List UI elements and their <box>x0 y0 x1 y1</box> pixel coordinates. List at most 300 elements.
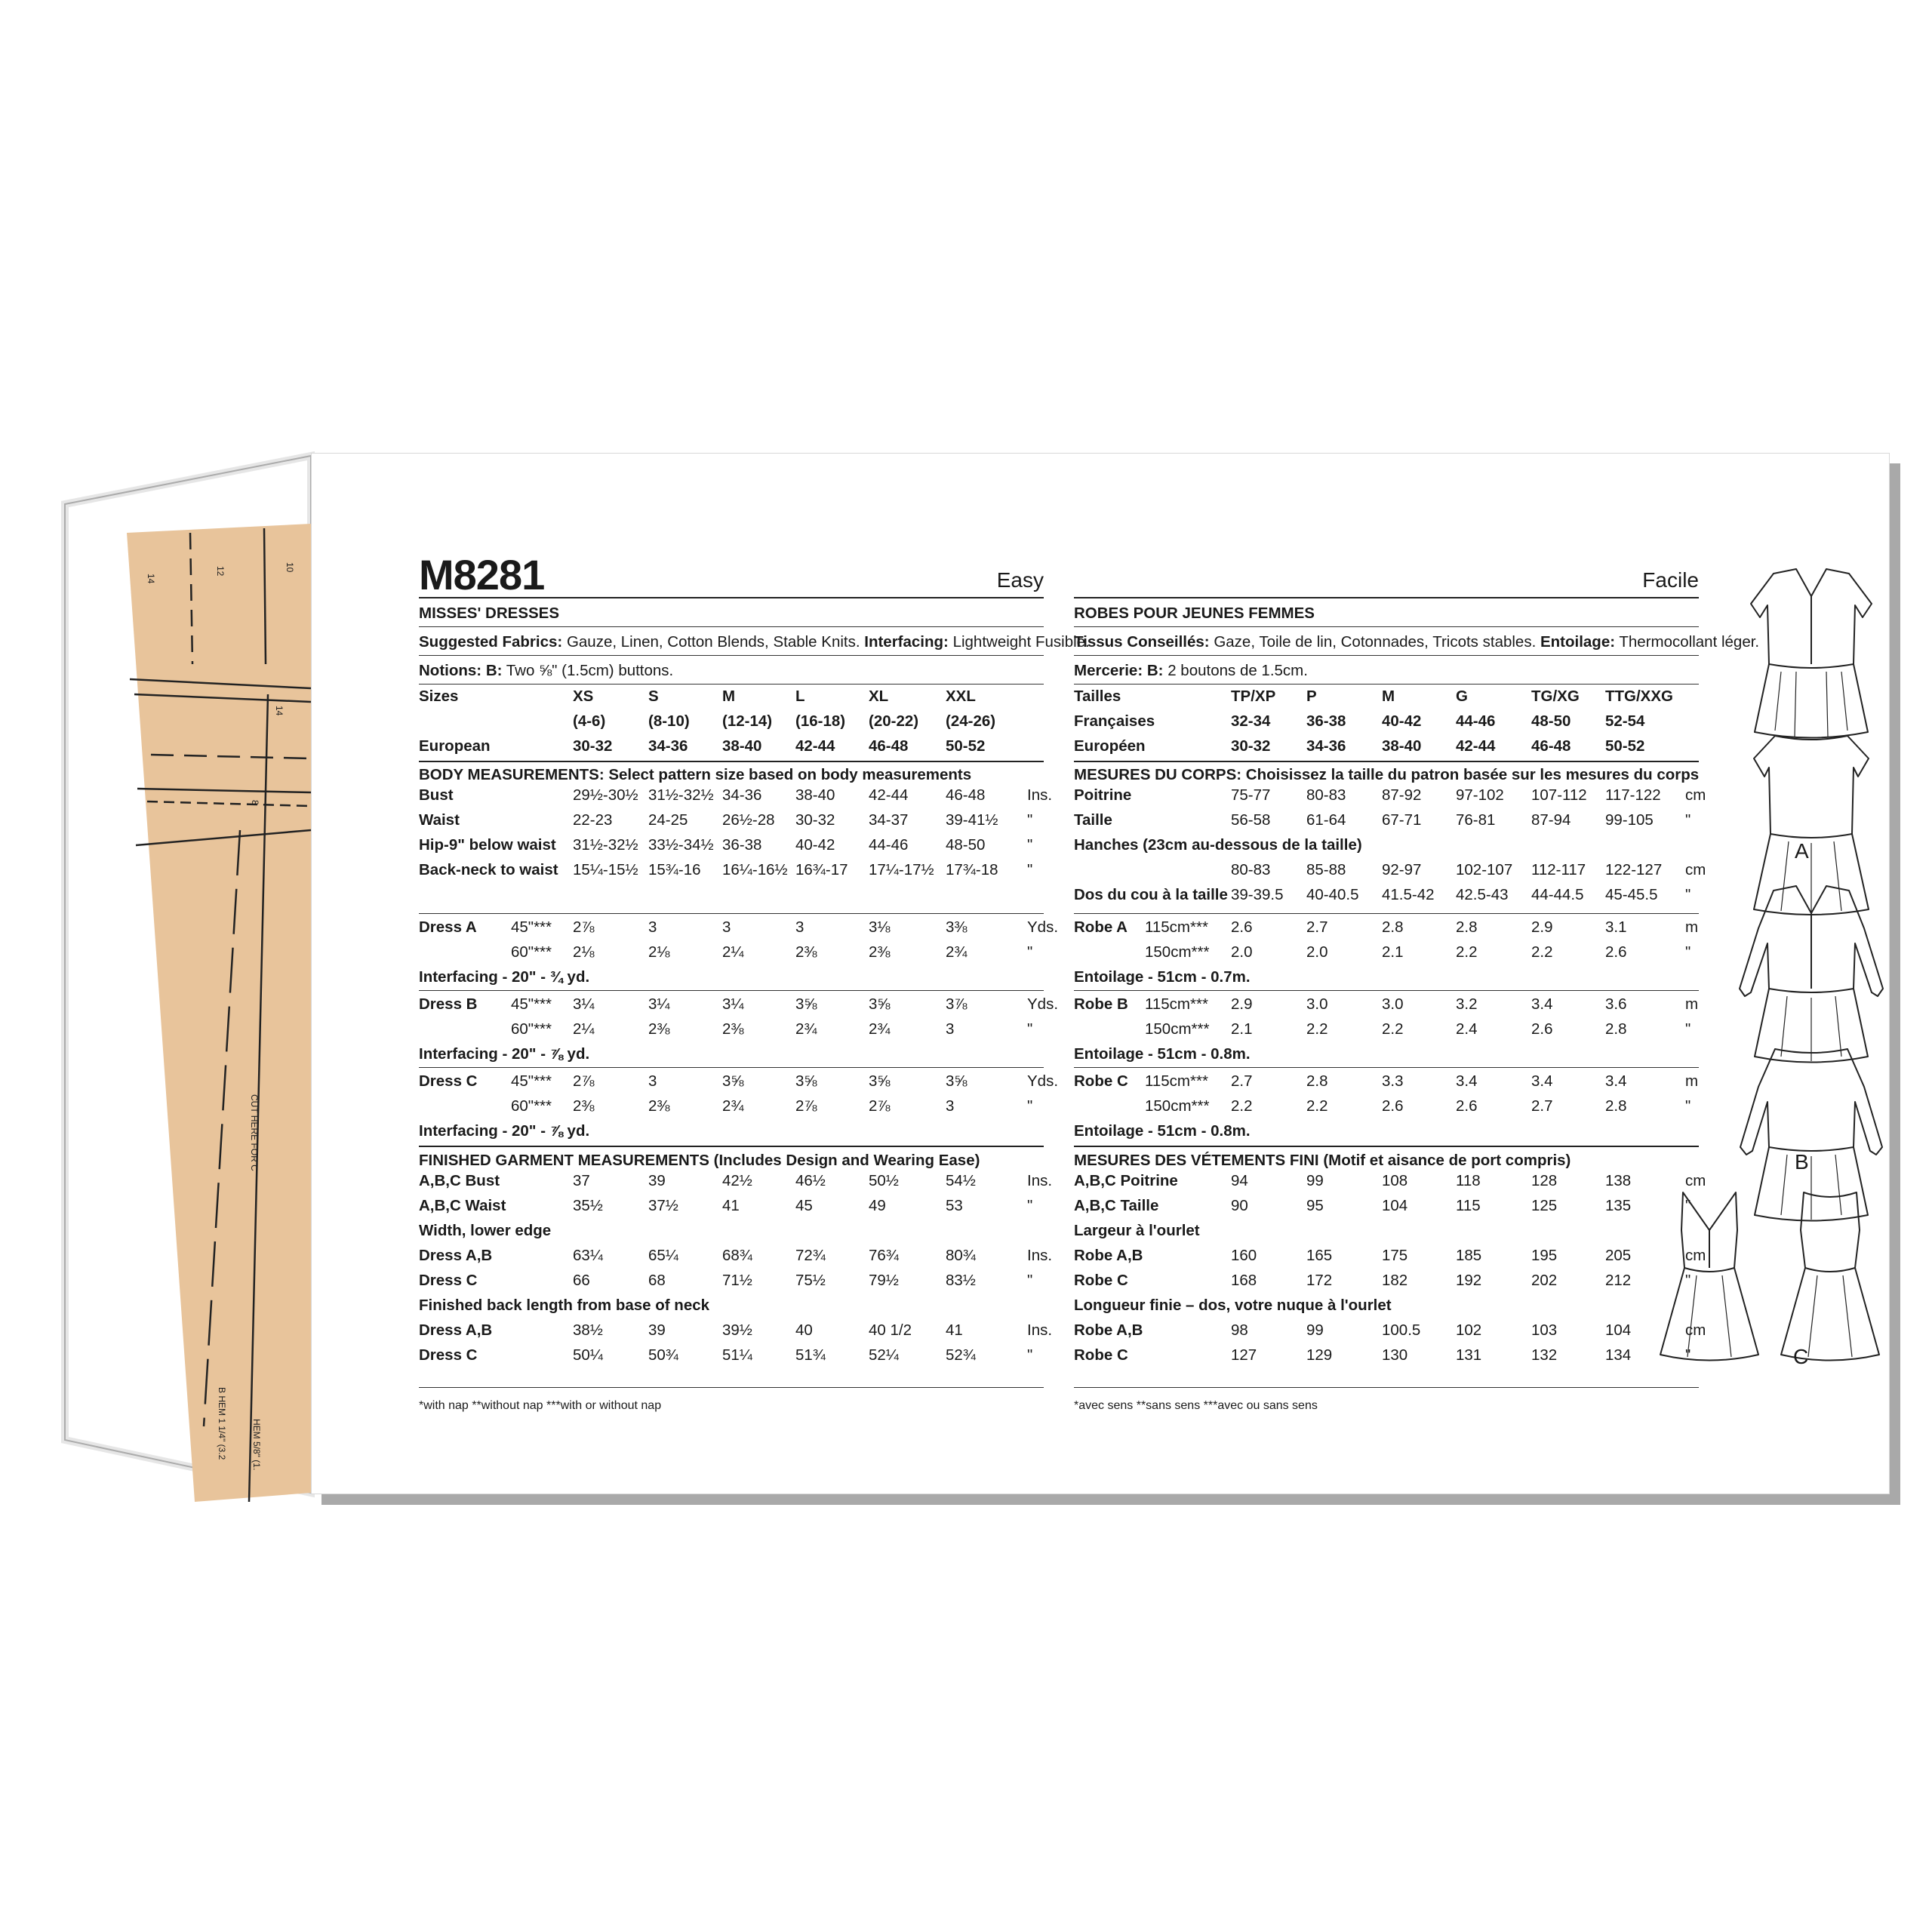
us-size: (24-26) <box>946 712 996 730</box>
fabric-width: 45"*** <box>511 918 552 936</box>
fr-size: 48-50 <box>1531 712 1571 730</box>
cell-value: 80-83 <box>1231 861 1271 878</box>
row-label: Width, lower edge <box>419 1222 552 1239</box>
cell-value: 44-46 <box>869 836 909 854</box>
row-label: Robe C <box>1074 1346 1128 1364</box>
cell-value: 17¼-17½ <box>869 861 934 878</box>
body-heading: MESURES DU CORPS: Choisissez la taille du patron basée sur les mesures du corps <box>1074 766 1700 783</box>
cell-value: 2.7 <box>1306 918 1328 936</box>
divider <box>419 655 1044 656</box>
unit-label: Ins. <box>1027 1172 1053 1189</box>
cell-value: 22-23 <box>573 811 613 829</box>
unit-label: Yds. <box>1027 1072 1059 1090</box>
cell-value: 135 <box>1605 1197 1632 1214</box>
cell-value: 33½-34½ <box>648 836 714 854</box>
tissue-number: 14 <box>146 574 156 584</box>
fabric-width: 150cm*** <box>1145 1097 1210 1115</box>
cell-value: 40 1/2 <box>869 1321 912 1339</box>
cell-value: 3⅝ <box>869 995 891 1013</box>
body-measurements-table <box>1074 783 1706 908</box>
divider <box>1074 597 1699 598</box>
cell-value: 37 <box>573 1172 590 1189</box>
cell-value: 3⅝ <box>795 1072 817 1090</box>
hem-label: HEM 5/8" (1. <box>251 1419 262 1471</box>
cell-value: 2¾ <box>722 1097 744 1115</box>
cell-value: 103 <box>1531 1321 1558 1339</box>
b-hem-label: B HEM 1 1/4" (3.2 <box>217 1387 227 1460</box>
finished-row <box>1074 1219 1699 1244</box>
fabric-width: 115cm*** <box>1145 1072 1208 1090</box>
cell-value: 2.7 <box>1531 1097 1553 1115</box>
size-name: P <box>1306 688 1317 705</box>
cell-value: 44-44.5 <box>1531 886 1584 903</box>
finished-measurements-table <box>1074 1169 1706 1368</box>
cell-value: 2⅜ <box>869 943 891 961</box>
cell-value: 3¼ <box>648 995 670 1013</box>
cell-value: 108 <box>1382 1172 1408 1189</box>
cell-value: 87-94 <box>1531 811 1571 829</box>
body-row <box>1074 808 1699 833</box>
finished-row <box>1074 1169 1706 1194</box>
row-label: Dress C <box>419 1272 478 1289</box>
cell-value: 3 <box>722 918 731 936</box>
cell-value: 3⅝ <box>946 1072 968 1090</box>
fabric-width: 150cm*** <box>1145 1020 1210 1038</box>
notions-line: Mercerie: B: 2 boutons de 1.5cm. <box>1074 662 1308 679</box>
size-name: G <box>1456 688 1468 705</box>
cell-value: 37½ <box>648 1197 678 1214</box>
cell-value: 68 <box>648 1272 666 1289</box>
fabric-width: 150cm*** <box>1145 943 1210 961</box>
cell-value: 42.5-43 <box>1456 886 1509 903</box>
fabrics-line: Tissus Conseillés: Gaze, Toile de lin, Cotonnades, Tricots stables. Entoilage: Thermocollant léger. <box>1074 633 1760 651</box>
fabric-width: 115cm*** <box>1145 995 1208 1013</box>
view-label: Robe B <box>1074 995 1128 1013</box>
cell-value: 212 <box>1605 1272 1632 1289</box>
row-label: Hip-9" below waist <box>419 836 556 854</box>
cell-value: 39 <box>648 1172 666 1189</box>
cell-value: 15¼-15½ <box>573 861 638 878</box>
size-name: S <box>648 688 659 705</box>
cell-value: 38½ <box>573 1321 603 1339</box>
finished-heading: MESURES DES VÉTEMENTS FINI (Motif et aisance de port compris) <box>1074 1152 1571 1169</box>
view-label: Robe C <box>1074 1072 1128 1090</box>
finished-row <box>419 1194 1044 1219</box>
cell-value: 3.4 <box>1531 995 1553 1013</box>
divider <box>419 913 1044 914</box>
cell-value: 36-38 <box>722 836 762 854</box>
cell-value: 2.8 <box>1605 1097 1627 1115</box>
cell-value: 2¼ <box>722 943 744 961</box>
us-size: (20-22) <box>869 712 919 730</box>
finished-row <box>419 1343 1044 1368</box>
european-size: 38-40 <box>1382 737 1422 755</box>
pattern-number: M8281 <box>419 551 545 598</box>
fr-size: 40-42 <box>1382 712 1422 730</box>
footnote: *avec sens **sans sens ***avec ou sans sens <box>1074 1399 1318 1412</box>
cell-value: 76¾ <box>869 1247 899 1264</box>
cell-value: 3.4 <box>1456 1072 1478 1090</box>
cell-value: 54½ <box>946 1172 976 1189</box>
unit-label: " <box>1027 1197 1033 1214</box>
european-size: 50-52 <box>946 737 986 755</box>
interfacing-row <box>1074 1119 1699 1144</box>
view-letter-b: B <box>1795 1150 1809 1174</box>
size-row <box>1074 685 1699 709</box>
body-row <box>1074 833 1699 858</box>
fr-size: 36-38 <box>1306 712 1346 730</box>
cell-value: 50¼ <box>573 1346 603 1364</box>
cell-value: 56-58 <box>1231 811 1271 829</box>
cell-value: 2¾ <box>946 943 968 961</box>
cell-value: 34-37 <box>869 811 909 829</box>
cell-value: 3⅝ <box>795 995 817 1013</box>
yardage-row <box>419 992 1059 1017</box>
cell-value: 39½ <box>722 1321 752 1339</box>
cell-value: 3⅛ <box>869 918 891 936</box>
finished-row <box>1074 1244 1706 1269</box>
european-size: 46-48 <box>869 737 909 755</box>
cell-value: 3.1 <box>1605 918 1627 936</box>
yardage-row <box>1074 1017 1699 1042</box>
cell-value: 2.0 <box>1231 943 1253 961</box>
row-label: Longueur finie – dos, votre nuque à l'ourlet <box>1074 1297 1392 1314</box>
cell-value: 107-112 <box>1531 786 1587 804</box>
divider <box>419 1146 1044 1147</box>
cell-value: 2⅞ <box>869 1097 891 1115</box>
interfacing-row <box>1074 965 1699 990</box>
cell-value: 2.4 <box>1456 1020 1478 1038</box>
divider <box>1074 761 1699 762</box>
cell-value: 2⅛ <box>648 943 670 961</box>
cell-value: 2.0 <box>1306 943 1328 961</box>
european-size: 34-36 <box>648 737 688 755</box>
unit-label: " <box>1027 1020 1033 1038</box>
us-size: (12-14) <box>722 712 773 730</box>
unit-label: cm <box>1685 1247 1706 1264</box>
cell-value: 102 <box>1456 1321 1482 1339</box>
unit-label: Yds. <box>1027 918 1059 936</box>
cell-value: 125 <box>1531 1197 1558 1214</box>
cell-value: 61-64 <box>1306 811 1346 829</box>
cell-value: 75-77 <box>1231 786 1271 804</box>
cell-value: 94 <box>1231 1172 1248 1189</box>
cell-value: 192 <box>1456 1272 1482 1289</box>
cell-value: 80¾ <box>946 1247 976 1264</box>
divider <box>1074 990 1699 991</box>
yardage-row <box>1074 1094 1699 1119</box>
cell-value: 2.2 <box>1306 1097 1328 1115</box>
cell-value: 132 <box>1531 1346 1558 1364</box>
dress-a-front-drawing <box>1751 569 1872 738</box>
unit-label: Ins. <box>1027 786 1053 804</box>
interfacing-row <box>419 1119 1044 1144</box>
cell-value: 2.8 <box>1382 918 1404 936</box>
cell-value: 2.2 <box>1456 943 1478 961</box>
divider <box>1074 655 1699 656</box>
unit-label: " <box>1685 886 1691 903</box>
european-size: 42-44 <box>795 737 835 755</box>
cell-value: 129 <box>1306 1346 1333 1364</box>
cell-value: 40-42 <box>795 836 835 854</box>
fabrics-line: Suggested Fabrics: Gauze, Linen, Cotton Blends, Stable Knits. Interfacing: Lightweight Fusible. <box>419 633 1090 651</box>
fr-size: 52-54 <box>1605 712 1645 730</box>
section-title: ROBES POUR JEUNES FEMMES <box>1074 605 1315 622</box>
interfacing-yardage: Entoilage - 51cm - 0.7m. <box>1074 968 1251 986</box>
divider <box>1074 1146 1699 1147</box>
dress-b-front-drawing <box>1740 886 1883 1063</box>
cell-value: 85-88 <box>1306 861 1346 878</box>
finished-row <box>1074 1294 1699 1318</box>
cell-value: 104 <box>1382 1197 1408 1214</box>
cell-value: 3 <box>648 1072 657 1090</box>
row-label: A,B,C Bust <box>419 1172 500 1189</box>
cell-value: 39-41½ <box>946 811 998 829</box>
cell-value: 99-105 <box>1605 811 1654 829</box>
cell-value: 42½ <box>722 1172 752 1189</box>
row-label: Finished back length from base of neck <box>419 1297 710 1314</box>
difficulty-level: Easy <box>996 568 1044 592</box>
interfacing-yardage: Entoilage - 51cm - 0.8m. <box>1074 1045 1251 1063</box>
cell-value: 68¾ <box>722 1247 752 1264</box>
cell-value: 17¾-18 <box>946 861 998 878</box>
cell-value: 50½ <box>869 1172 899 1189</box>
yardage-row <box>419 1017 1044 1042</box>
yardage-row <box>419 1094 1044 1119</box>
european-size: 30-32 <box>573 737 613 755</box>
fabric-width: 45"*** <box>511 995 552 1013</box>
divider <box>1074 913 1699 914</box>
cell-value: 48-50 <box>946 836 986 854</box>
cell-value: 100.5 <box>1382 1321 1421 1339</box>
cell-value: 3.3 <box>1382 1072 1404 1090</box>
interfacing-yardage: Entoilage - 51cm - 0.8m. <box>1074 1122 1251 1140</box>
cell-value: 2.2 <box>1531 943 1553 961</box>
yardage-row <box>1074 992 1699 1017</box>
interfacing-yardage: Interfacing - 20" - ¾ yd. <box>419 968 590 986</box>
row-label: A,B,C Taille <box>1074 1197 1159 1214</box>
cell-value: 46-48 <box>946 786 986 804</box>
unit-label: " <box>1027 1097 1033 1115</box>
finished-row <box>419 1318 1053 1343</box>
cell-value: 51¾ <box>795 1346 826 1364</box>
interfacing-row <box>419 965 1044 990</box>
divider <box>1074 626 1699 627</box>
unit-label: " <box>1685 1272 1691 1289</box>
cell-value: 99 <box>1306 1321 1324 1339</box>
european-size: 42-44 <box>1456 737 1496 755</box>
us-size: (8-10) <box>648 712 690 730</box>
size-name: XL <box>869 688 889 705</box>
unit-label: " <box>1685 1020 1691 1038</box>
row-label: Dress C <box>419 1346 478 1364</box>
cell-value: 65¼ <box>648 1247 678 1264</box>
yardage-row <box>1074 1069 1699 1094</box>
cell-value: 3.4 <box>1531 1072 1553 1090</box>
size-name: XS <box>573 688 594 705</box>
cell-value: 2.9 <box>1531 918 1553 936</box>
fabric-width: 60"*** <box>511 943 552 961</box>
size-name: TG/XG <box>1531 688 1580 705</box>
size-row <box>419 685 1044 709</box>
cell-value: 2.2 <box>1382 1020 1404 1038</box>
finished-row <box>1074 1194 1699 1219</box>
divider <box>419 1387 1044 1388</box>
cell-value: 182 <box>1382 1272 1408 1289</box>
cell-value: 16¾-17 <box>795 861 848 878</box>
cell-value: 185 <box>1456 1247 1482 1264</box>
cell-value: 90 <box>1231 1197 1248 1214</box>
cell-value: 97-102 <box>1456 786 1504 804</box>
cell-value: 16¼-16½ <box>722 861 788 878</box>
cell-value: 168 <box>1231 1272 1257 1289</box>
cell-value: 67-71 <box>1382 811 1422 829</box>
view-label: Robe A <box>1074 918 1128 936</box>
cell-value: 104 <box>1605 1321 1632 1339</box>
cell-value: 72¾ <box>795 1247 826 1264</box>
cell-value: 2⅛ <box>573 943 595 961</box>
interfacing-yardage: Interfacing - 20" - ⅞ yd. <box>419 1045 590 1063</box>
dress-c-line-drawing <box>1653 1185 1894 1374</box>
size-name: TTG/XXG <box>1605 688 1673 705</box>
cell-value: 46½ <box>795 1172 826 1189</box>
cell-value: 3.0 <box>1382 995 1404 1013</box>
cell-value: 24-25 <box>648 811 688 829</box>
view-label: Dress A <box>419 918 477 936</box>
dress-a-back-drawing <box>1754 736 1869 915</box>
unit-label: Ins. <box>1027 1321 1053 1339</box>
cell-value: 98 <box>1231 1321 1248 1339</box>
section-title: MISSES' DRESSES <box>419 605 560 622</box>
cell-value: 3 <box>946 1020 955 1038</box>
cell-value: 195 <box>1531 1247 1558 1264</box>
unit-label: cm <box>1685 1172 1706 1189</box>
cell-value: 51¼ <box>722 1346 752 1364</box>
row-label: Largeur à l'ourlet <box>1074 1222 1200 1239</box>
size-name: XXL <box>946 688 976 705</box>
body-row <box>1074 858 1706 883</box>
cell-value: 115 <box>1456 1197 1481 1214</box>
cell-value: 2⅜ <box>795 943 817 961</box>
tissue-number: 12 <box>215 566 226 577</box>
cell-value: 3¼ <box>573 995 595 1013</box>
cell-value: 29½-30½ <box>573 786 638 804</box>
cell-value: 95 <box>1306 1197 1324 1214</box>
row-label: Hanches (23cm au-dessous de la taille) <box>1074 836 1362 854</box>
cell-value: 52¾ <box>946 1346 976 1364</box>
size-chart <box>419 685 1044 759</box>
cell-value: 45-45.5 <box>1605 886 1658 903</box>
cell-value: 2¾ <box>795 1020 817 1038</box>
row-label: Dress A,B <box>419 1321 493 1339</box>
cut-here-label: CUT HERE FOR C <box>249 1094 260 1171</box>
cell-value: 160 <box>1231 1247 1257 1264</box>
body-heading: BODY MEASUREMENTS: Select pattern size based on body measurements <box>419 766 972 783</box>
cell-value: 79½ <box>869 1272 899 1289</box>
interfacing-yardage: Interfacing - 20" - ⅞ yd. <box>419 1122 590 1140</box>
cell-value: 2.8 <box>1306 1072 1328 1090</box>
difficulty-level: Facile <box>1642 568 1699 592</box>
cell-value: 50¾ <box>648 1346 678 1364</box>
size-name: M <box>1382 688 1395 705</box>
cell-value: 127 <box>1231 1346 1257 1364</box>
row-label: Robe C <box>1074 1272 1128 1289</box>
row-label: Dos du cou à la taille <box>1074 886 1228 903</box>
interfacing-row <box>1074 1042 1699 1067</box>
divider <box>419 626 1044 627</box>
row-label: Poitrine <box>1074 786 1132 804</box>
cell-value: 131 <box>1456 1346 1482 1364</box>
cell-value: 38-40 <box>795 786 835 804</box>
unit-label: " <box>1685 1346 1691 1364</box>
notions-line: Notions: B: Two ⅝" (1.5cm) buttons. <box>419 662 674 679</box>
finished-row <box>419 1269 1044 1294</box>
divider <box>1074 1387 1699 1388</box>
cell-value: 2⅞ <box>573 1072 595 1090</box>
cell-value: 63¼ <box>573 1247 603 1264</box>
divider <box>419 990 1044 991</box>
row-label: Taille <box>1074 811 1112 829</box>
row-label: Waist <box>419 811 460 829</box>
european-size: 30-32 <box>1231 737 1271 755</box>
unit-label: " <box>1027 943 1033 961</box>
cell-value: 2⅜ <box>722 1020 744 1038</box>
cell-value: 40 <box>795 1321 813 1339</box>
size-chart <box>1074 685 1699 759</box>
finished-row <box>419 1219 1044 1244</box>
cell-value: 2.9 <box>1231 995 1253 1013</box>
fabric-width: 60"*** <box>511 1097 552 1115</box>
divider <box>419 761 1044 762</box>
cell-value: 3.4 <box>1605 1072 1627 1090</box>
cell-value: 165 <box>1306 1247 1333 1264</box>
yardage-table <box>419 915 1059 1144</box>
unit-label: " <box>1685 943 1691 961</box>
cell-value: 175 <box>1382 1247 1408 1264</box>
fr-label: Françaises <box>1074 712 1155 730</box>
unit-label: " <box>1027 861 1033 878</box>
fr-size: 32-34 <box>1231 712 1271 730</box>
cell-value: 112-117 <box>1531 861 1586 878</box>
row-label: Bust <box>419 786 454 804</box>
body-row <box>419 833 1044 858</box>
european-label: Européen <box>1074 737 1146 755</box>
yardage-table <box>1074 915 1699 1144</box>
cell-value: 128 <box>1531 1172 1558 1189</box>
cell-value: 2.2 <box>1231 1097 1253 1115</box>
cell-value: 83½ <box>946 1272 976 1289</box>
cell-value: 39 <box>648 1321 666 1339</box>
body-row <box>419 783 1053 808</box>
cell-value: 45 <box>795 1197 813 1214</box>
tissue-number: 8 <box>250 800 260 805</box>
european-size: 50-52 <box>1605 737 1645 755</box>
cell-value: 71½ <box>722 1272 752 1289</box>
cell-value: 34-36 <box>722 786 762 804</box>
cell-value: 3.2 <box>1456 995 1478 1013</box>
unit-label: Ins. <box>1027 1247 1053 1264</box>
european-row <box>1074 734 1699 759</box>
body-row <box>1074 883 1699 908</box>
cell-value: 2¼ <box>573 1020 595 1038</box>
yardage-row <box>419 940 1044 965</box>
unit-label: " <box>1685 1097 1691 1115</box>
tissue-number: 10 <box>285 562 295 573</box>
cell-value: 3⅞ <box>946 995 968 1013</box>
cell-value: 2.1 <box>1382 943 1404 961</box>
cell-value: 3⅜ <box>946 918 968 936</box>
cell-value: 3⅝ <box>722 1072 744 1090</box>
